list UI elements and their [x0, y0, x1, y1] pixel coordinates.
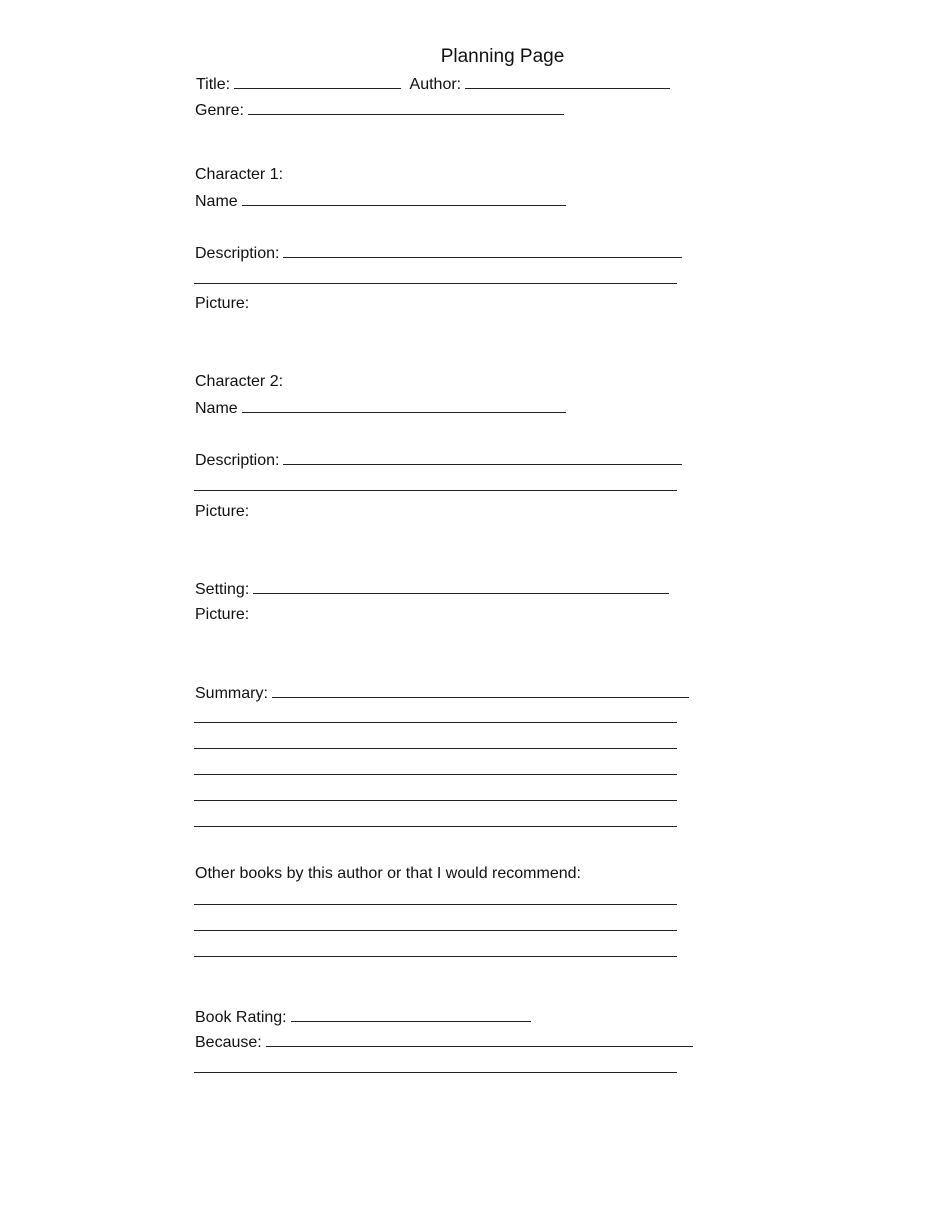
character-1-name-label: Name [195, 193, 238, 210]
character-1-description-label: Description: [195, 245, 280, 262]
setting-picture-label: Picture: [195, 606, 250, 623]
summary-field[interactable] [272, 683, 689, 698]
summary-line-2[interactable] [194, 708, 677, 729]
summary-label: Summary: [195, 685, 268, 702]
character-2-description-label: Description: [195, 452, 280, 469]
title-field[interactable] [234, 74, 401, 89]
recommendations-line-3[interactable] [194, 942, 677, 963]
author-field[interactable] [465, 74, 670, 89]
character-2-description-row [195, 450, 682, 471]
summary-line-5[interactable] [194, 786, 677, 807]
author-label: Author: [409, 76, 462, 93]
book-rating-row [195, 1007, 531, 1028]
summary-row [195, 683, 689, 704]
character-2-name-label: Name [195, 400, 238, 417]
setting-row [195, 579, 669, 600]
book-rating-field[interactable] [291, 1007, 531, 1022]
recommendations-line-1[interactable] [194, 890, 677, 911]
character-2-name-field[interactable] [242, 398, 566, 413]
character-2-heading: Character 2: [195, 373, 284, 390]
genre-label: Genre: [195, 102, 244, 119]
setting-label: Setting: [195, 581, 250, 598]
summary-line-4[interactable] [194, 760, 677, 781]
title-label: Title: [196, 76, 231, 93]
genre-row [195, 100, 564, 121]
because-row [195, 1032, 693, 1053]
character-1-description-line-2[interactable] [194, 269, 677, 290]
because-field[interactable] [266, 1032, 693, 1047]
character-2-description-line-2[interactable] [194, 476, 677, 497]
character-1-picture-label: Picture: [195, 295, 250, 312]
recommendations-label: Other books by this author or that I would recommend: [195, 865, 581, 882]
character-2-name-row [195, 398, 566, 419]
character-2-picture-label: Picture: [195, 503, 250, 520]
recommendations-line-2[interactable] [194, 916, 677, 937]
because-line-2[interactable] [194, 1058, 677, 1079]
summary-line-3[interactable] [194, 734, 677, 755]
character-2-description-field[interactable] [283, 450, 682, 465]
character-1-name-field[interactable] [242, 191, 566, 206]
book-rating-label: Book Rating: [195, 1009, 287, 1026]
character-1-name-row [195, 191, 566, 212]
genre-field[interactable] [248, 100, 564, 115]
character-1-description-field[interactable] [283, 243, 682, 258]
summary-line-6[interactable] [194, 812, 677, 833]
character-1-description-row [195, 243, 682, 264]
character-1-heading: Character 1: [195, 166, 284, 183]
setting-field[interactable] [253, 579, 669, 594]
page-title: Planning Page [440, 46, 565, 67]
title-author-row [196, 74, 670, 95]
because-label: Because: [195, 1034, 262, 1051]
